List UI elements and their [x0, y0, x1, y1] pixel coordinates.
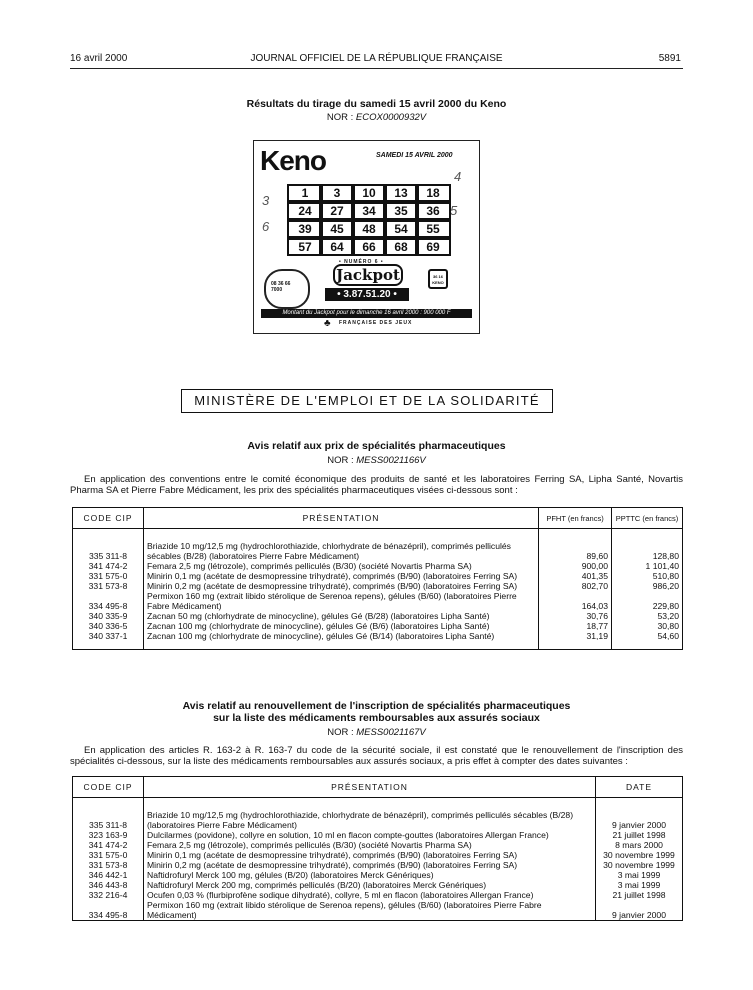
keno-number: 39 [287, 220, 323, 238]
jackpot-banner: Montant du Jackpot pour le dimanche 16 avril 2000 : 900 000 F [261, 309, 472, 318]
table-row [73, 581, 683, 591]
nor-label: NOR : [327, 455, 354, 466]
cip-code: 340 336-5 [73, 621, 144, 631]
keno-title: Résultats du tirage du samedi 15 avril 2000 du Keno [246, 98, 507, 110]
price-ppttc: 54,60 [657, 631, 679, 641]
presentation: Minirin 0,1 mg (acétate de desmopressine trihydraté), comprimés (B/90) (laboratoires Ferring SA) [144, 850, 596, 860]
keno-logo: Keno [260, 145, 326, 176]
cip-code: 334 495-8 [73, 900, 144, 921]
keno-number: 69 [415, 238, 451, 256]
table-row [73, 571, 683, 581]
minitel-icon: 36 16 KENO [428, 269, 448, 289]
presentation: Femara 2,5 mg (létrozole), comprimés pelliculés (B/30) (société Novartis Pharma SA) [144, 561, 539, 571]
nor-code: MESS0021167V [356, 727, 426, 738]
price-pfht: 18,77 [539, 621, 612, 631]
handwritten-mark: 3 [262, 193, 270, 208]
table-row [73, 621, 683, 631]
keno-number: 27 [319, 202, 355, 220]
effective-date: 9 janvier 2000 [612, 820, 666, 830]
handwritten-mark: 4 [454, 169, 462, 184]
col-header: CODE CIP [73, 508, 144, 529]
cip-code: 323 163-9 [73, 830, 144, 840]
header-date: 16 avril 2000 [70, 53, 128, 64]
price-ppttc: 1 101,40 [645, 561, 679, 571]
price-pfht: 802,70 [539, 581, 612, 591]
keno-number: 64 [319, 238, 355, 256]
table-row [73, 541, 683, 561]
price-ppttc: 510,80 [652, 571, 679, 581]
col-header: PRÉSENTATION [144, 508, 539, 529]
price-pfht: 89,60 [539, 541, 612, 561]
nor-code: ECOX0000932V [355, 112, 427, 123]
cip-code: 331 575-0 [73, 850, 144, 860]
avis2-nor [0, 727, 753, 738]
table-row [73, 810, 683, 830]
price-ppttc: 30,80 [657, 621, 679, 631]
table-row [73, 840, 683, 850]
presentation: Zacnan 50 mg (chlorhydrate de minocycline), gélules Gé (B/28) (laboratoires Lipha Santé) [144, 611, 539, 621]
keno-number: 45 [319, 220, 355, 238]
price-pfht: 30,76 [539, 611, 612, 621]
cip-code: 346 443-8 [73, 880, 144, 890]
handwritten-mark: 5 [450, 203, 458, 218]
effective-date: 8 mars 2000 [615, 840, 663, 850]
presentation: Permixon 160 mg (extrait libido stérolique de Serenoa repens), gélules (B/60) (laboratoires Pierre Fabre Médicament) [144, 591, 539, 611]
cip-code: 340 337-1 [73, 631, 144, 641]
effective-date: 3 mai 1999 [617, 870, 661, 880]
table-row [73, 890, 683, 900]
presentation: Briazide 10 mg/12,5 mg (hydrochlorothiazide, chlorhydrate de bénazépril), comprimés pelliculés sécables (B/28) (laboratoires Pierre Fabre Médicament) [144, 541, 539, 561]
handwritten-mark: 6 [262, 219, 270, 234]
keno-number: 55 [415, 220, 451, 238]
jackpot-number: • 3.87.51.20 • [325, 288, 409, 301]
table-row [73, 631, 683, 641]
presentation: Minirin 0,2 mg (acétate de desmopressine trihydraté), comprimés (B/90) (laboratoires Ferring SA) [144, 860, 596, 870]
effective-date: 30 novembre 1999 [603, 860, 675, 870]
keno-number: 13 [383, 184, 419, 202]
cip-code: 331 575-0 [73, 571, 144, 581]
col-header: PRÉSENTATION [144, 777, 596, 798]
presentation: Naftidrofuryl Merck 200 mg, comprimés pelliculés (B/20) (laboratoires Merck Génériques) [144, 880, 596, 890]
table-row [73, 830, 683, 840]
price-pfht: 31,19 [539, 631, 612, 641]
keno-number: 18 [415, 184, 451, 202]
price-ppttc: 986,20 [652, 581, 679, 591]
keno-phone: 08 36 66 7000 [271, 281, 291, 293]
presentation: Naftidrofuryl Merck 100 mg, gélules (B/20) (laboratoires Merck Génériques) [144, 870, 596, 880]
avis2-intro: En application des articles R. 163-2 à R. 163-7 du code de la sécurité sociale, il est constaté que le renouvellement de l'inscription des spécialités ci-dessous, sur la liste des médicaments remboursables aux assurés sociaux, a pris effet à compter des dates suivantes : [70, 745, 683, 767]
keno-number: 54 [383, 220, 419, 238]
table-row [73, 561, 683, 571]
nor-label: NOR : [326, 112, 354, 123]
keno-draw-date: SAMEDI 15 AVRIL 2000 [376, 152, 453, 159]
jackpot-label: • NUMÉRO 6 • [339, 259, 384, 265]
cip-code: 334 495-8 [73, 591, 144, 611]
nor-code: MESS0021166V [356, 455, 426, 466]
keno-number: 68 [383, 238, 419, 256]
cip-code: 335 311-8 [73, 810, 144, 830]
presentation: Femara 2,5 mg (létrozole), comprimés pelliculés (B/30) (société Novartis Pharma SA) [144, 840, 596, 850]
brand-name: FRANÇAISE DES JEUX [339, 320, 413, 326]
effective-date: 21 juillet 1998 [612, 830, 666, 840]
nor-label: NOR : [327, 727, 354, 738]
cip-code: 346 442-1 [73, 870, 144, 880]
journal-title: JOURNAL OFFICIEL DE LA RÉPUBLIQUE FRANÇAISE [250, 53, 503, 64]
price-pfht: 401,35 [539, 571, 612, 581]
keno-nor [0, 112, 753, 123]
presentation: Briazide 10 mg/12,5 mg (hydrochlorothiazide, chlorhydrate de bénazépril), comprimés pelliculés sécables (B/28) (laboratoires Pierre Fabre Médicament) [144, 810, 596, 830]
effective-date: 30 novembre 1999 [603, 850, 675, 860]
cip-code: 341 474-2 [73, 561, 144, 571]
presentation: Zacnan 100 mg (chlorhydrate de minocycline), gélules Gé (B/14) (laboratoires Lipha Santé) [144, 631, 539, 641]
page-number: 5891 [658, 53, 681, 64]
keno-number: 36 [415, 202, 451, 220]
price-table [72, 507, 683, 650]
col-header: CODE CIP [73, 777, 144, 798]
effective-date: 9 janvier 2000 [612, 910, 666, 920]
col-header: PFHT (en francs) [539, 508, 612, 529]
table-row [73, 611, 683, 621]
price-pfht: 164,03 [539, 591, 612, 611]
cip-code: 340 335-9 [73, 611, 144, 621]
reimbursement-table [72, 776, 683, 921]
keno-number: 57 [287, 238, 323, 256]
price-pfht: 900,00 [539, 561, 612, 571]
jackpot-logo: Jackpot [333, 264, 403, 286]
cip-code: 332 216-4 [73, 890, 144, 900]
keno-number: 48 [351, 220, 387, 238]
cip-code: 335 311-8 [73, 541, 144, 561]
avis2-title-line2: sur la liste des médicaments remboursables aux assurés sociaux [213, 712, 540, 724]
avis1-intro: En application des conventions entre le comité économique des produits de santé et les laboratoires Ferring SA, Lipha Santé, Novartis Pharma SA et Pierre Fabre Médicament, les prix des spécialités pharmaceutiques visées ci-dessous sont : [70, 474, 683, 496]
presentation: Minirin 0,2 mg (acétate de desmopressine trihydraté), comprimés (B/90) (laboratoires Ferring SA) [144, 581, 539, 591]
presentation: Ocufen 0,03 % (flurbiprofène sodique dihydraté), collyre, 5 ml en flacon (laboratoires Allergan France) [144, 890, 596, 900]
table-row [73, 900, 683, 921]
keno-number: 10 [351, 184, 387, 202]
keno-number: 24 [287, 202, 323, 220]
avis1-nor [0, 455, 753, 466]
table-row [73, 870, 683, 880]
keno-number: 1 [287, 184, 323, 202]
price-ppttc: 53,20 [657, 611, 679, 621]
presentation: Dulcilarmes (povidone), collyre en solution, 10 ml en flacon compte-gouttes (laboratoires Allergan France) [144, 830, 596, 840]
clover-icon: ♣ [324, 318, 331, 329]
avis2-title-line1: Avis relatif au renouvellement de l'inscription de spécialités pharmaceutiques [182, 700, 571, 712]
ministry-heading: MINISTÈRE DE L'EMPLOI ET DE LA SOLIDARITÉ [181, 389, 553, 413]
header-rule [70, 68, 683, 69]
keno-number: 34 [351, 202, 387, 220]
col-header: PPTTC (en francs) [612, 508, 683, 529]
effective-date: 3 mai 1999 [617, 880, 661, 890]
keno-number: 66 [351, 238, 387, 256]
cip-code: 341 474-2 [73, 840, 144, 850]
keno-number: 35 [383, 202, 419, 220]
presentation: Permixon 160 mg (extrait libido stérolique de Serenoa repens), gélules (B/60) (laboratoires Pierre Fabre Médicament) [144, 900, 596, 921]
presentation: Minirin 0,1 mg (acétate de desmopressine trihydraté), comprimés (B/90) (laboratoires Ferring SA) [144, 571, 539, 581]
price-ppttc: 128,80 [652, 551, 679, 561]
price-ppttc: 229,80 [652, 601, 679, 611]
keno-ticket [253, 140, 480, 334]
keno-number: 3 [319, 184, 355, 202]
presentation: Zacnan 100 mg (chlorhydrate de minocycline), gélules Gé (B/6) (laboratoires Lipha Santé) [144, 621, 539, 631]
cip-code: 331 573-8 [73, 581, 144, 591]
effective-date: 21 juillet 1998 [612, 890, 666, 900]
cip-code: 331 573-8 [73, 860, 144, 870]
table-row [73, 860, 683, 870]
avis1-title: Avis relatif aux prix de spécialités pharmaceutiques [247, 440, 506, 452]
table-row [73, 850, 683, 860]
table-row [73, 591, 683, 611]
col-header: DATE [596, 777, 683, 798]
table-row [73, 880, 683, 890]
